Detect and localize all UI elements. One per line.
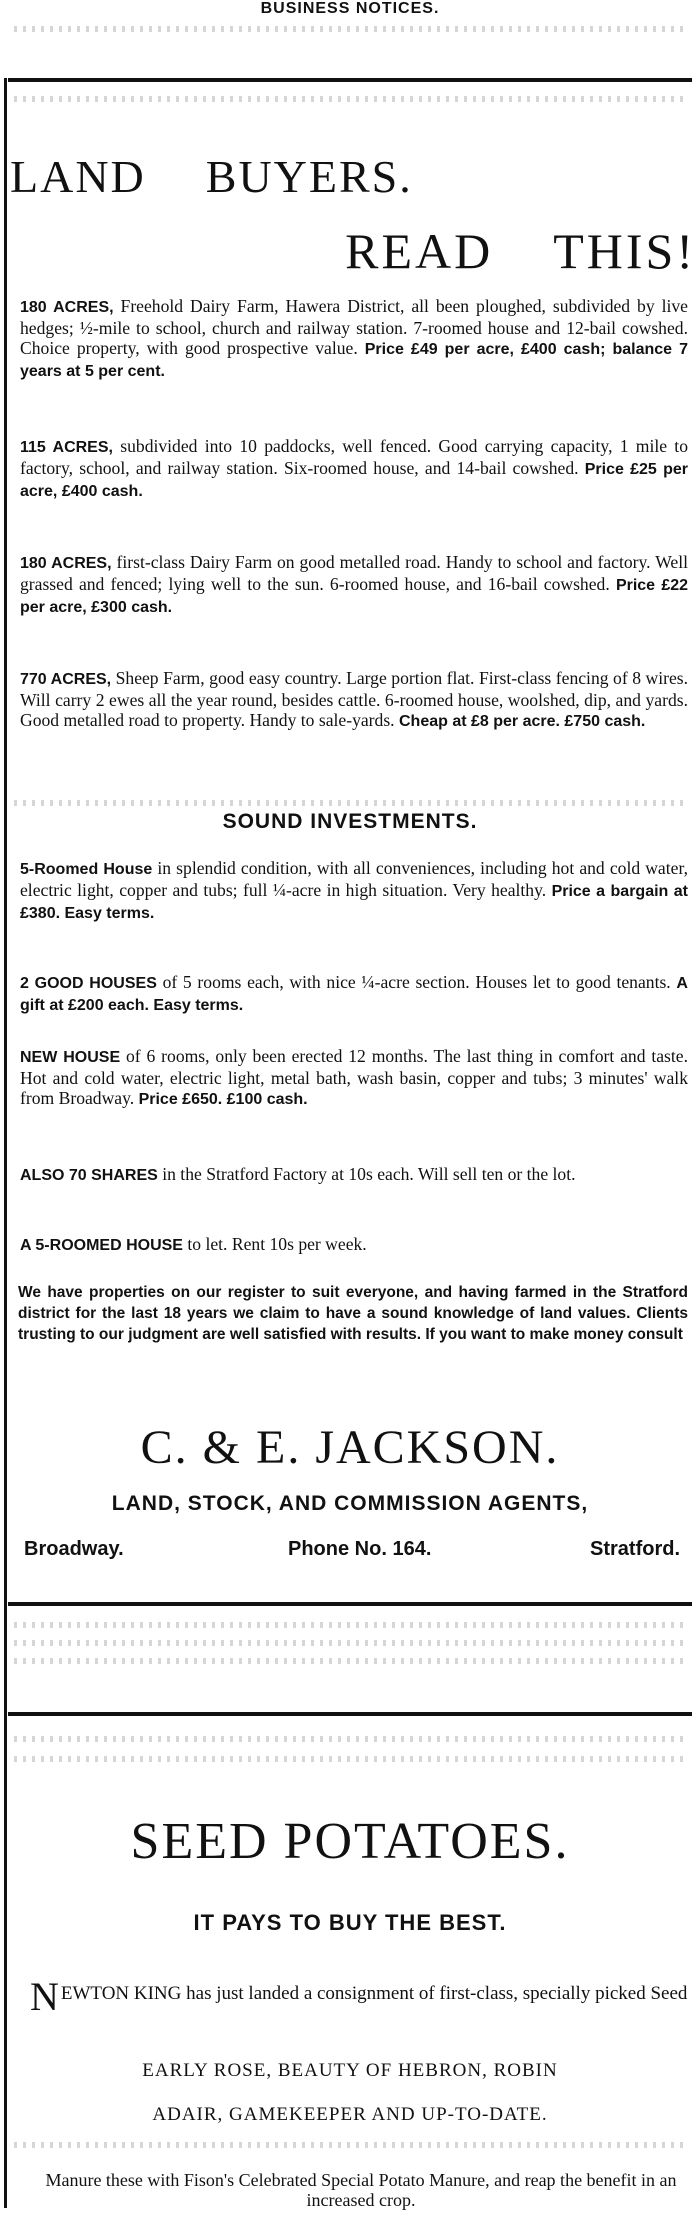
- print-noise: [14, 26, 686, 32]
- investment-price: Price £650. £100 cash.: [138, 1091, 308, 1108]
- headline-read-this: [345, 222, 696, 280]
- headline-word: LAND: [10, 151, 146, 202]
- listing-price: Price £49 per acre, £400 cash; balance 7 years at 5 per cent.: [20, 341, 689, 380]
- listing-115-acres: [20, 436, 688, 502]
- investment-5-roomed-house: [20, 858, 688, 924]
- seed-merchant-name: EWTON KING: [60, 1983, 182, 2004]
- investment-new-house: [20, 1046, 688, 1110]
- investment-price: A gift at £200 each. Easy terms.: [20, 975, 688, 1014]
- listing-price: Cheap at £8 per acre. £750 cash.: [398, 713, 646, 730]
- listing-acres: 180 ACRES,: [20, 555, 112, 572]
- investment-text: in the Stratford Factory at 10s each. Will sell ten or the lot.: [162, 1164, 576, 1184]
- listing-text: first-class Dairy Farm on good metalled road. Handy to school and factory. Well grassed and fenced; lying well to the sun. 6-roomed house, and 16-bail cowshed.: [20, 552, 688, 594]
- headline-land-buyers: [10, 150, 413, 203]
- investment-lead: 5-Roomed House: [20, 861, 153, 878]
- firm-address: [24, 1538, 680, 1564]
- print-noise: [14, 96, 686, 102]
- investment-lead: A 5-ROOMED HOUSE: [20, 1237, 183, 1254]
- section-header: BUSINESS NOTICES.: [260, 0, 440, 17]
- headline-word: READ: [345, 223, 494, 279]
- investment-text: to let. Rent 10s per week.: [187, 1234, 367, 1254]
- investment-text: in splendid condition, with all conveniences, including hot and cold water, electric light, copper and tubs; full ¼-acre in high situation. Very healthy.: [20, 858, 688, 900]
- listing-770-acres: [20, 668, 688, 732]
- listing-180-acres-first-class: [20, 552, 688, 618]
- address-town: Stratford.: [590, 1538, 680, 1560]
- firm-name: C. & E. JACKSON.: [140, 1421, 560, 1474]
- divider-rule: [8, 1602, 692, 1606]
- seed-potatoes-title: SEED POTATOES.: [130, 1813, 570, 1870]
- print-noise: [14, 1756, 686, 1762]
- left-rule: [4, 78, 7, 2208]
- headline-word: THIS!: [553, 223, 696, 279]
- print-noise: [14, 1640, 686, 1646]
- investment-70-shares: [20, 1164, 688, 1186]
- listing-price: Price £22 per acre, £300 cash.: [20, 577, 689, 616]
- listing-180-acres-dairy: [20, 296, 688, 382]
- listing-text: Freehold Dairy Farm, Hawera District, all been ploughed, subdivided by live hedges; ½-mile to school, church and railway station. 7-roomed house and 12-bail cowshed. Choice property, with good prospective value.: [20, 296, 688, 358]
- headline-word: BUYERS.: [205, 151, 413, 202]
- seed-intro-text: has just landed a consignment of first-class, specially picked Seed: [186, 1983, 688, 2004]
- seed-varieties-line-1: EARLY ROSE, BEAUTY OF HEBRON, ROBIN: [142, 2060, 558, 2081]
- listing-price: Price £25 per acre, £400 cash.: [20, 461, 688, 500]
- seed-manure-note: Manure these with Fison's Celebrated Special Potato Manure, and reap the benefit in an increased crop.: [45, 2170, 677, 2210]
- seed-intro: [30, 1974, 688, 2019]
- listing-text: subdivided into 10 paddocks, well fenced. Good carrying capacity, 1 mile to factory, school, and railway station. Six-roomed house, and 14-bail cowshed.: [20, 436, 688, 478]
- seed-slogan: IT PAYS TO BUY THE BEST.: [193, 1910, 507, 1935]
- print-noise: [14, 1622, 686, 1628]
- investment-2-good-houses: [20, 972, 688, 1016]
- investment-house-to-let: [20, 1234, 688, 1256]
- firm-role: LAND, STOCK, AND COMMISSION AGENTS,: [111, 1492, 589, 1515]
- address-street: Broadway.: [24, 1538, 124, 1560]
- top-rule: [8, 78, 692, 82]
- investment-lead: 2 GOOD HOUSES: [20, 975, 157, 992]
- investment-text: of 5 rooms each, with nice ¼-acre section. Houses let to good tenants.: [162, 972, 671, 992]
- listing-text: Sheep Farm, good easy country. Large portion flat. First-class fencing of 8 wires. Will carry 2 ewes all the year round, besides cattle. 6-roomed house, woolshed, dip, and yards. Good metalled road to property. Handy to sale-yards.: [20, 668, 688, 730]
- drop-cap: N: [30, 1974, 59, 2019]
- investment-price: Price a bargain at £380. Easy terms.: [20, 883, 688, 922]
- investment-lead: NEW HOUSE: [20, 1049, 121, 1066]
- print-noise: [14, 2142, 686, 2148]
- listing-acres: 770 ACRES,: [20, 671, 112, 688]
- print-noise: [14, 1658, 686, 1664]
- listing-acres: 180 ACRES,: [20, 299, 114, 316]
- address-phone: Phone No. 164.: [288, 1538, 432, 1560]
- investment-text: of 6 rooms, only been erected 12 months. The last thing in comfort and taste. Hot and cold water, electric light, metal bath, wash basin, copper and tubs; 3 minutes' walk from Broadway.: [20, 1046, 688, 1108]
- print-noise: [14, 800, 686, 806]
- print-noise: [14, 1736, 686, 1742]
- seed-varieties-line-2: ADAIR, GAMEKEEPER AND UP-TO-DATE.: [152, 2104, 548, 2125]
- closing-note: We have properties on our register to suit everyone, and having farmed in the Stratford district for the last 18 years we claim to have a sound knowledge of land values. Clients trusting to our judgment are well satisfied with results. If you want to make money consult: [18, 1284, 688, 1343]
- section-title-sound-investments: SOUND INVESTMENTS.: [222, 810, 478, 833]
- divider-rule: [8, 1712, 692, 1716]
- listing-acres: 115 ACRES,: [20, 439, 113, 456]
- investment-lead: ALSO 70 SHARES: [20, 1167, 158, 1184]
